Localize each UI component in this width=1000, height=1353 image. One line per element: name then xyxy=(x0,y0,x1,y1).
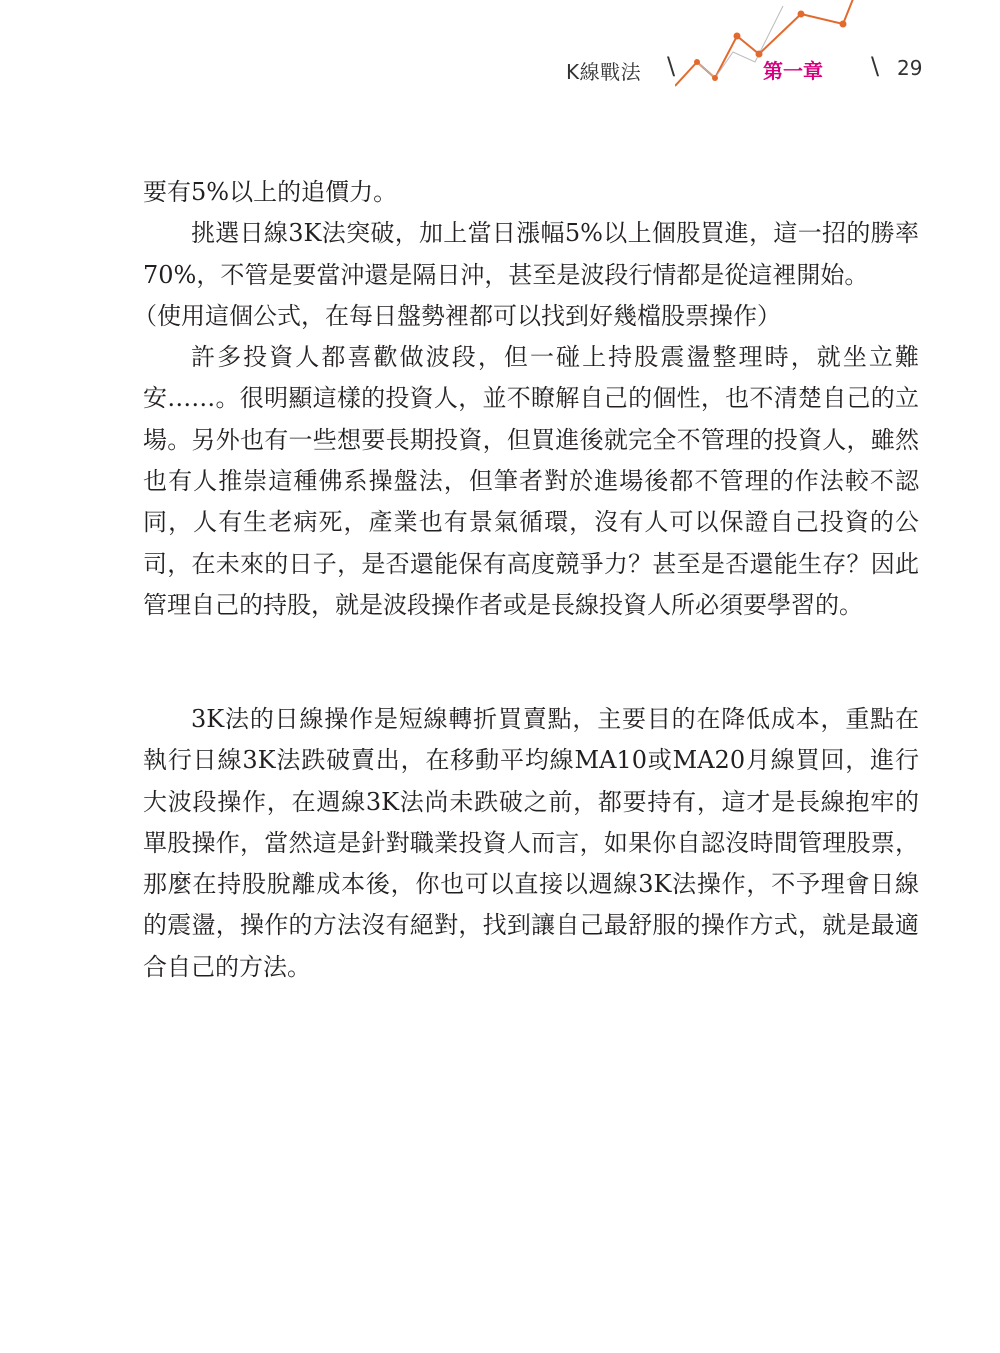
body-text-block-1 xyxy=(133,172,919,626)
header-separator: \ xyxy=(871,52,880,80)
book-title: K線戰法 xyxy=(566,60,642,84)
chapter-title: 第一章 xyxy=(763,59,823,83)
page-number: 29 xyxy=(897,56,923,80)
paragraph: 3K法的日線操作是短線轉折買賣點，主要目的在降低成本，重點在執行日線3K法跌破賣出，在移動平均線MA10或MA20月線買回，進行大波段操作，在週線3K法尚未跌破之前，都要持有，這才是長線抱牢的單股操作，當然這是針對職業投資人而言，如果你自認沒時間管理股票，那麼在持股脫離成本後，你也可以直接以週線3K法操作，不予理會日線的震盪，操作的方法沒有絕對，找到讓自己最舒服的操作方式，就是最適合自己的方法。 xyxy=(143,705,919,981)
paragraph: （使用這個公式，在每日盤勢裡都可以找到好幾檔股票操作） xyxy=(133,301,781,330)
paragraph: 挑選日線3K法突破，加上當日漲幅5%以上個股買進，這一招的勝率70%，不管是要當沖還是隔日沖，甚至是波段行情都是從這裡開始。 xyxy=(143,219,919,289)
header-separator: \ xyxy=(667,52,676,80)
body-text-block-2 xyxy=(143,699,919,988)
paragraph: 要有5%以上的追價力。 xyxy=(143,178,398,206)
page-header xyxy=(0,0,1000,110)
paragraph: 許多投資人都喜歡做波段，但一碰上持股震盪整理時，就坐立難安……。很明顯這樣的投資人，並不瞭解自己的個性，也不清楚自己的立場。另外也有一些想要長期投資，但買進後就完全不管理的投資人，雖然也有人推崇這種佛系操盤法，但筆者對於進場後都不管理的作法較不認同，人有生老病死，產業也有景氣循環，沒有人可以保證自己投資的公司，在未來的日子，是否還能保有高度競爭力？甚至是否還能生存？因此管理自己的持股，就是波段操作者或是長線投資人所必須要學習的。 xyxy=(143,343,919,619)
